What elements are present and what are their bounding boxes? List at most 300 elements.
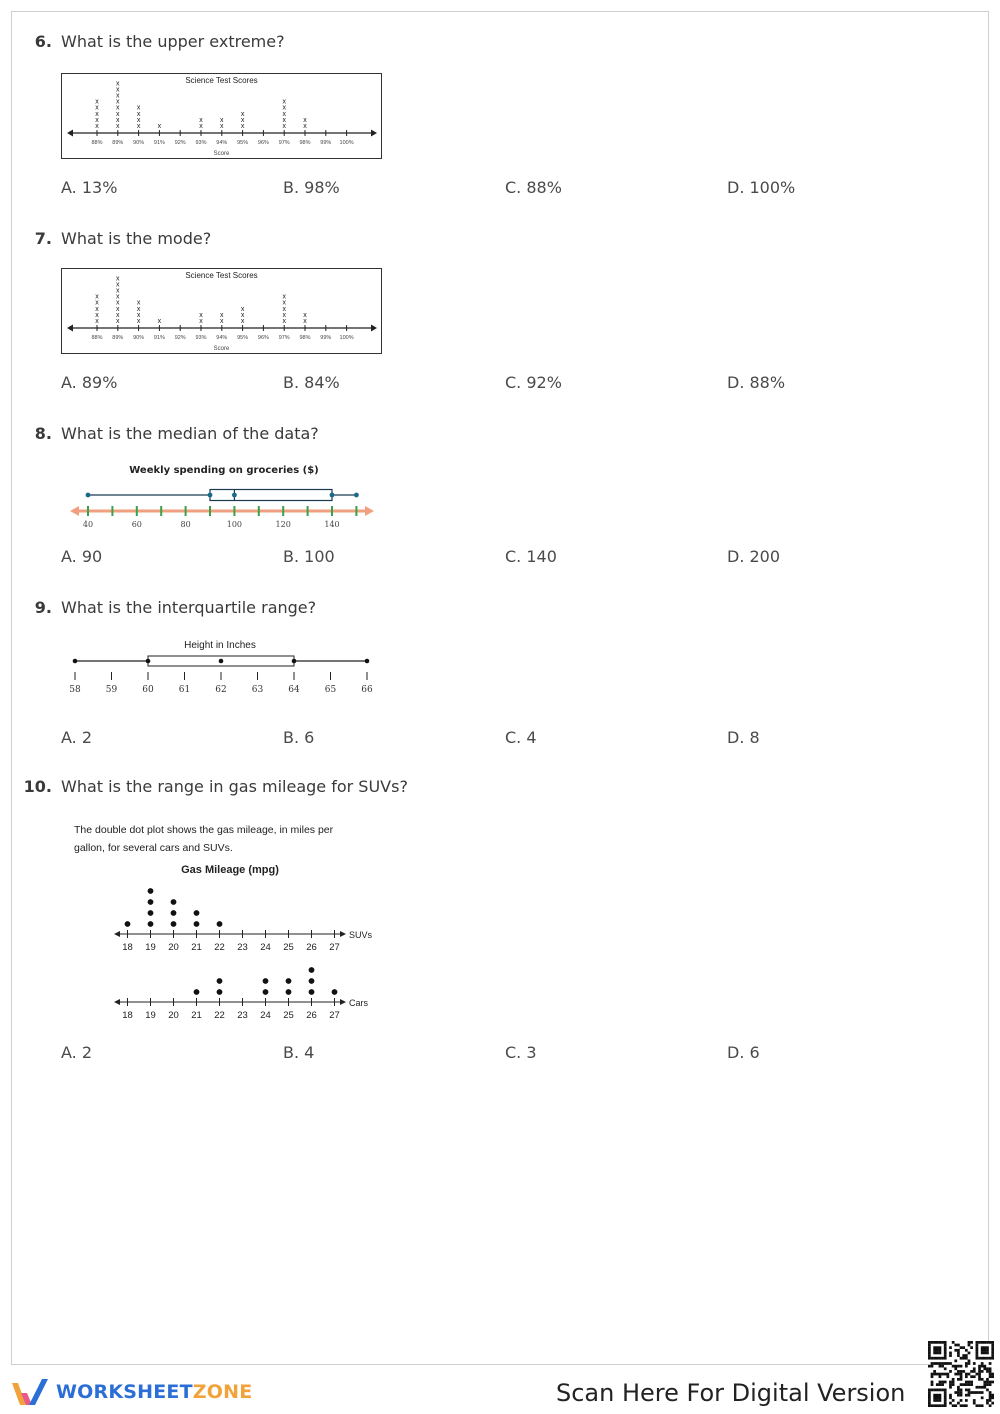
tick-label: 89% <box>112 335 124 341</box>
qr-module <box>978 1404 981 1407</box>
qr-module <box>941 1373 944 1376</box>
qr-module <box>928 1352 931 1355</box>
qr-module <box>933 1373 936 1376</box>
qr-module <box>928 1399 931 1402</box>
tick-label: 90% <box>133 140 145 146</box>
tick-label: 94% <box>216 335 228 341</box>
qr-module <box>973 1370 976 1373</box>
qr-module <box>981 1346 984 1349</box>
data-mark-x: x <box>240 305 245 313</box>
qr-module <box>939 1346 942 1349</box>
qr-module <box>989 1396 992 1399</box>
tick-label: 18 <box>122 1010 133 1021</box>
qr-module <box>978 1391 981 1394</box>
tick-label: 24 <box>260 942 271 953</box>
qr-module <box>989 1399 992 1402</box>
qr-module <box>949 1362 952 1365</box>
answer-option-a[interactable]: A. 90 <box>61 547 103 566</box>
tick-label: 22 <box>214 1010 225 1021</box>
qr-module <box>991 1357 994 1360</box>
data-mark-x: x <box>240 311 245 319</box>
qr-module <box>928 1354 931 1357</box>
qr-module <box>965 1349 968 1352</box>
qr-module <box>978 1386 981 1389</box>
scan-instruction: Scan Here For Digital Version <box>556 1379 906 1407</box>
qr-module <box>960 1383 963 1386</box>
dot-plot-figure <box>70 818 390 1028</box>
five-number-point <box>330 493 335 498</box>
tick-label: 91% <box>153 335 165 341</box>
qr-module <box>928 1402 931 1405</box>
qr-module <box>978 1373 981 1376</box>
chart-title: Gas Mileage (mpg) <box>181 864 279 876</box>
tick-label: 19 <box>145 1010 156 1021</box>
qr-module <box>933 1341 936 1344</box>
qr-module <box>986 1383 989 1386</box>
qr-module <box>939 1373 942 1376</box>
qr-module <box>989 1341 992 1344</box>
qr-module <box>936 1383 939 1386</box>
qr-module <box>983 1349 986 1352</box>
qr-module <box>976 1344 979 1347</box>
data-mark-x: x <box>199 311 203 319</box>
qr-module <box>986 1349 989 1352</box>
qr-module <box>968 1381 971 1384</box>
data-mark-x: x <box>116 104 120 112</box>
qr-module <box>949 1352 952 1355</box>
qr-module <box>991 1352 994 1355</box>
qr-module <box>957 1373 960 1376</box>
qr-module <box>944 1389 947 1392</box>
tick-label: 97% <box>278 335 290 341</box>
qr-module <box>976 1346 979 1349</box>
data-dot <box>309 989 315 995</box>
data-dot <box>171 921 177 927</box>
qr-module <box>944 1349 947 1352</box>
qr-module <box>933 1346 936 1349</box>
tick-label: 20 <box>168 942 179 953</box>
qr-module <box>978 1357 981 1360</box>
qr-module <box>939 1396 942 1399</box>
qr-module <box>968 1394 971 1397</box>
qr-module <box>968 1341 971 1344</box>
qr-module <box>989 1357 992 1360</box>
qr-module <box>970 1383 973 1386</box>
qr-module <box>931 1373 934 1376</box>
tick-label: 100% <box>339 335 354 341</box>
qr-module <box>952 1378 955 1381</box>
qr-module <box>957 1386 960 1389</box>
data-dot <box>171 910 177 916</box>
qr-module <box>933 1352 936 1355</box>
data-dot <box>148 910 154 916</box>
qr-module <box>970 1341 973 1344</box>
qr-module <box>981 1370 984 1373</box>
answer-option-c[interactable]: C. 4 <box>505 728 537 747</box>
qr-module <box>986 1389 989 1392</box>
data-dot <box>332 989 338 995</box>
question-number: 6. <box>34 32 52 51</box>
qr-module <box>965 1404 968 1407</box>
tick-label: 60 <box>142 685 154 695</box>
data-mark-x: x <box>240 110 245 118</box>
data-dot <box>309 967 315 973</box>
five-number-point <box>146 659 151 664</box>
qr-module <box>933 1404 936 1407</box>
qr-module <box>957 1402 960 1405</box>
qr-module <box>931 1404 934 1407</box>
qr-module <box>928 1404 931 1407</box>
qr-module <box>939 1399 942 1402</box>
tick-label: 89% <box>112 140 124 146</box>
tick-label: 23 <box>237 942 248 953</box>
answer-option-c[interactable]: C. 88% <box>505 178 562 197</box>
answer-option-d[interactable]: D. 200 <box>727 547 781 566</box>
axis-arrow-left <box>114 931 120 937</box>
qr-module <box>970 1375 973 1378</box>
qr-module <box>981 1378 984 1381</box>
series-label: Cars <box>349 998 369 1008</box>
qr-module <box>986 1399 989 1402</box>
answer-option-b[interactable]: B. 84% <box>283 373 340 392</box>
tick-label: 66 <box>361 685 373 695</box>
qr-module <box>957 1370 960 1373</box>
qr-module <box>936 1394 939 1397</box>
qr-module <box>944 1404 947 1407</box>
qr-module <box>960 1373 963 1376</box>
qr-module <box>954 1359 957 1362</box>
qr-module <box>957 1354 960 1357</box>
qr-module <box>944 1367 947 1370</box>
data-dot <box>217 989 223 995</box>
qr-module <box>933 1389 936 1392</box>
data-mark-x: x <box>303 311 307 319</box>
brand-word-worksheet: WORKSHEET <box>56 1381 193 1403</box>
answer-option-d[interactable]: D. 6 <box>727 1043 760 1062</box>
data-mark-x: x <box>116 80 120 88</box>
qr-module <box>968 1352 971 1355</box>
qr-module <box>960 1391 963 1394</box>
tick-label: 96% <box>257 335 269 341</box>
answer-option-a[interactable]: A. 89% <box>61 373 118 392</box>
data-mark-x: x <box>199 123 203 130</box>
qr-module <box>931 1365 934 1368</box>
qr-module <box>939 1365 942 1368</box>
data-mark-x: x <box>116 275 120 283</box>
intro-text-line-1: The double dot plot shows the gas mileage, in miles per <box>74 824 334 836</box>
qr-module <box>965 1354 968 1357</box>
qr-module <box>928 1365 931 1368</box>
question-number: 10. <box>23 777 52 796</box>
qr-module <box>931 1341 934 1344</box>
data-dot <box>194 921 200 927</box>
answer-option-b[interactable]: B. 100 <box>283 547 335 566</box>
tick-label: 64 <box>288 685 300 695</box>
data-dot <box>148 899 154 905</box>
data-mark-x: x <box>303 123 307 130</box>
qr-module <box>936 1396 939 1399</box>
data-mark-x: x <box>116 293 120 301</box>
data-dot <box>148 888 154 894</box>
qr-module <box>939 1352 942 1355</box>
qr-module <box>965 1383 968 1386</box>
qr-module <box>991 1373 994 1376</box>
tick-label: 97% <box>278 140 290 146</box>
axis-arrow-left <box>70 506 79 516</box>
box-plot-figure <box>61 634 377 698</box>
qr-module <box>960 1357 963 1360</box>
qr-module <box>936 1346 939 1349</box>
tick-label: 92% <box>174 335 186 341</box>
qr-module <box>939 1389 942 1392</box>
qr-module <box>949 1346 952 1349</box>
qr-module <box>941 1404 944 1407</box>
tick-label: 19 <box>145 942 156 953</box>
data-mark-x: x <box>220 116 224 124</box>
qr-module <box>978 1365 981 1368</box>
chart-svg <box>61 634 377 698</box>
qr-module <box>976 1357 979 1360</box>
data-mark-x: x <box>116 110 120 118</box>
qr-module <box>968 1389 971 1392</box>
qr-module <box>952 1404 955 1407</box>
box <box>210 490 332 501</box>
data-mark-x: x <box>95 98 99 106</box>
five-number-point <box>86 493 91 498</box>
data-mark-x: x <box>220 318 224 325</box>
qr-module <box>949 1386 952 1389</box>
tick-label: 93% <box>195 335 207 341</box>
answer-option-a[interactable]: A. 2 <box>61 728 93 747</box>
data-mark-x: x <box>282 311 286 319</box>
data-dot <box>263 978 269 984</box>
qr-module <box>936 1362 939 1365</box>
qr-module <box>965 1389 968 1392</box>
qr-module <box>965 1357 968 1360</box>
chart-svg <box>70 818 390 1028</box>
tick-label: 96% <box>257 140 269 146</box>
qr-module <box>960 1365 963 1368</box>
qr-module <box>939 1341 942 1344</box>
x-axis-label: Score <box>213 151 230 157</box>
qr-module <box>933 1394 936 1397</box>
qr-module <box>965 1373 968 1376</box>
tick-label: 26 <box>306 942 317 953</box>
answer-option-d[interactable]: D. 88% <box>727 373 786 392</box>
qr-module <box>952 1383 955 1386</box>
answer-option-b[interactable]: B. 98% <box>283 178 340 197</box>
qr-module <box>960 1378 963 1381</box>
qr-module <box>973 1375 976 1378</box>
qr-module <box>981 1349 984 1352</box>
question-text: What is the range in gas mileage for SUVs? <box>61 777 408 796</box>
qr-module <box>978 1378 981 1381</box>
qr-module <box>991 1396 994 1399</box>
answer-option-a[interactable]: A. 13% <box>61 178 118 197</box>
qr-module <box>928 1346 931 1349</box>
intro-text-line-2: gallon, for several cars and SUVs. <box>74 842 233 854</box>
data-mark-x: x <box>95 123 99 130</box>
data-mark-x: x <box>116 123 120 130</box>
chart-svg <box>66 460 376 532</box>
data-mark-x: x <box>116 305 120 313</box>
answer-option-c[interactable]: C. 92% <box>505 373 562 392</box>
tick-label: 62 <box>215 685 227 695</box>
tick-label: 98% <box>299 335 311 341</box>
tick-label: 100% <box>339 140 354 146</box>
qr-module <box>939 1357 942 1360</box>
qr-module <box>928 1396 931 1399</box>
qr-module <box>954 1349 957 1352</box>
data-mark-x: x <box>116 287 120 295</box>
qr-module <box>965 1375 968 1378</box>
qr-module <box>960 1389 963 1392</box>
qr-module <box>957 1349 960 1352</box>
qr-module <box>936 1341 939 1344</box>
data-mark-x: x <box>240 123 245 130</box>
chart-title: Weekly spending on groceries ($) <box>129 465 319 476</box>
qr-module <box>968 1344 971 1347</box>
axis-arrow-right <box>340 931 346 937</box>
data-dot <box>217 921 223 927</box>
answer-option-b[interactable]: B. 6 <box>283 728 315 747</box>
qr-module <box>939 1381 942 1384</box>
qr-module <box>954 1344 957 1347</box>
data-mark-x: x <box>282 293 286 301</box>
qr-module <box>965 1365 968 1368</box>
qr-module <box>962 1346 965 1349</box>
qr-module <box>983 1352 986 1355</box>
tick-label: 21 <box>191 1010 202 1021</box>
qr-module <box>944 1362 947 1365</box>
tick-label: 21 <box>191 942 202 953</box>
data-mark-x: x <box>220 123 224 130</box>
qr-module <box>957 1391 960 1394</box>
box-plot-figure <box>66 460 376 532</box>
qr-module <box>944 1402 947 1405</box>
chart-title: Science Test Scores <box>185 271 258 280</box>
qr-module <box>939 1394 942 1397</box>
data-mark-x: x <box>282 98 286 106</box>
data-mark-x: x <box>220 311 224 319</box>
tick-label: 92% <box>174 140 186 146</box>
answer-option-c[interactable]: C. 140 <box>505 547 557 566</box>
qr-module <box>970 1346 973 1349</box>
qr-module <box>983 1367 986 1370</box>
data-mark-x: x <box>136 110 141 118</box>
qr-module <box>973 1362 976 1365</box>
data-mark-x: x <box>136 116 141 124</box>
qr-module <box>933 1362 936 1365</box>
qr-module <box>954 1391 957 1394</box>
qr-module <box>941 1383 944 1386</box>
tick-label: 25 <box>283 942 294 953</box>
qr-module <box>936 1357 939 1360</box>
qr-module <box>931 1389 934 1392</box>
question-text: What is the interquartile range? <box>61 598 317 617</box>
qr-module <box>991 1341 994 1344</box>
qr-module <box>954 1367 957 1370</box>
qr-module <box>928 1389 931 1392</box>
qr-module <box>957 1389 960 1392</box>
answer-option-d[interactable]: D. 100% <box>727 178 796 197</box>
answer-option-d[interactable]: D. 8 <box>727 728 760 747</box>
qr-module <box>991 1381 994 1384</box>
qr-module <box>973 1367 976 1370</box>
qr-module <box>965 1394 968 1397</box>
tick-label: 98% <box>299 140 311 146</box>
qr-module <box>983 1386 986 1389</box>
tick-label: 61 <box>178 685 191 695</box>
qr-module <box>986 1357 989 1360</box>
data-mark-x: x <box>95 116 99 124</box>
qr-module <box>960 1394 963 1397</box>
qr-module <box>978 1367 981 1370</box>
qr-module <box>960 1346 963 1349</box>
qr-module <box>936 1352 939 1355</box>
qr-module <box>944 1346 947 1349</box>
qr-module <box>983 1383 986 1386</box>
qr-module <box>970 1391 973 1394</box>
five-number-point <box>354 493 359 498</box>
qr-module <box>944 1354 947 1357</box>
qr-module <box>973 1402 976 1405</box>
qr-module <box>931 1381 934 1384</box>
qr-module <box>989 1367 992 1370</box>
tick-label: 22 <box>214 942 225 953</box>
tick-label: 140 <box>324 520 340 529</box>
data-dot <box>148 921 154 927</box>
qr-module <box>928 1349 931 1352</box>
qr-module <box>983 1365 986 1368</box>
tick-label: 120 <box>275 520 291 529</box>
qr-module <box>965 1399 968 1402</box>
qr-module <box>976 1391 979 1394</box>
axis-arrow-right <box>365 506 374 516</box>
data-mark-x: x <box>136 104 141 112</box>
tick-label: 95% <box>237 140 249 146</box>
data-mark-x: x <box>303 318 307 325</box>
qr-module <box>976 1373 979 1376</box>
tick-label: 27 <box>329 942 340 953</box>
qr-module <box>960 1404 963 1407</box>
qr-module <box>983 1357 986 1360</box>
qr-module <box>970 1381 973 1384</box>
data-mark-x: x <box>116 311 120 319</box>
qr-module <box>928 1357 931 1360</box>
question-text: What is the median of the data? <box>61 424 319 443</box>
five-number-point <box>365 659 370 664</box>
qr-module <box>952 1341 955 1344</box>
qr-module <box>936 1373 939 1376</box>
qr-module <box>968 1362 971 1365</box>
tick-label: 100 <box>226 520 243 529</box>
qr-module <box>986 1352 989 1355</box>
data-mark-x: x <box>282 305 286 313</box>
data-dot <box>286 989 292 995</box>
qr-code-icon[interactable] <box>928 1341 994 1407</box>
data-mark-x: x <box>240 318 245 325</box>
qr-module <box>976 1349 979 1352</box>
answer-option-b[interactable]: B. 4 <box>283 1043 315 1062</box>
qr-module <box>957 1378 960 1381</box>
answer-option-c[interactable]: C. 3 <box>505 1043 537 1062</box>
qr-module <box>949 1370 952 1373</box>
qr-module <box>962 1370 965 1373</box>
qr-module <box>981 1352 984 1355</box>
answer-option-a[interactable]: A. 2 <box>61 1043 93 1062</box>
qr-module <box>962 1383 965 1386</box>
